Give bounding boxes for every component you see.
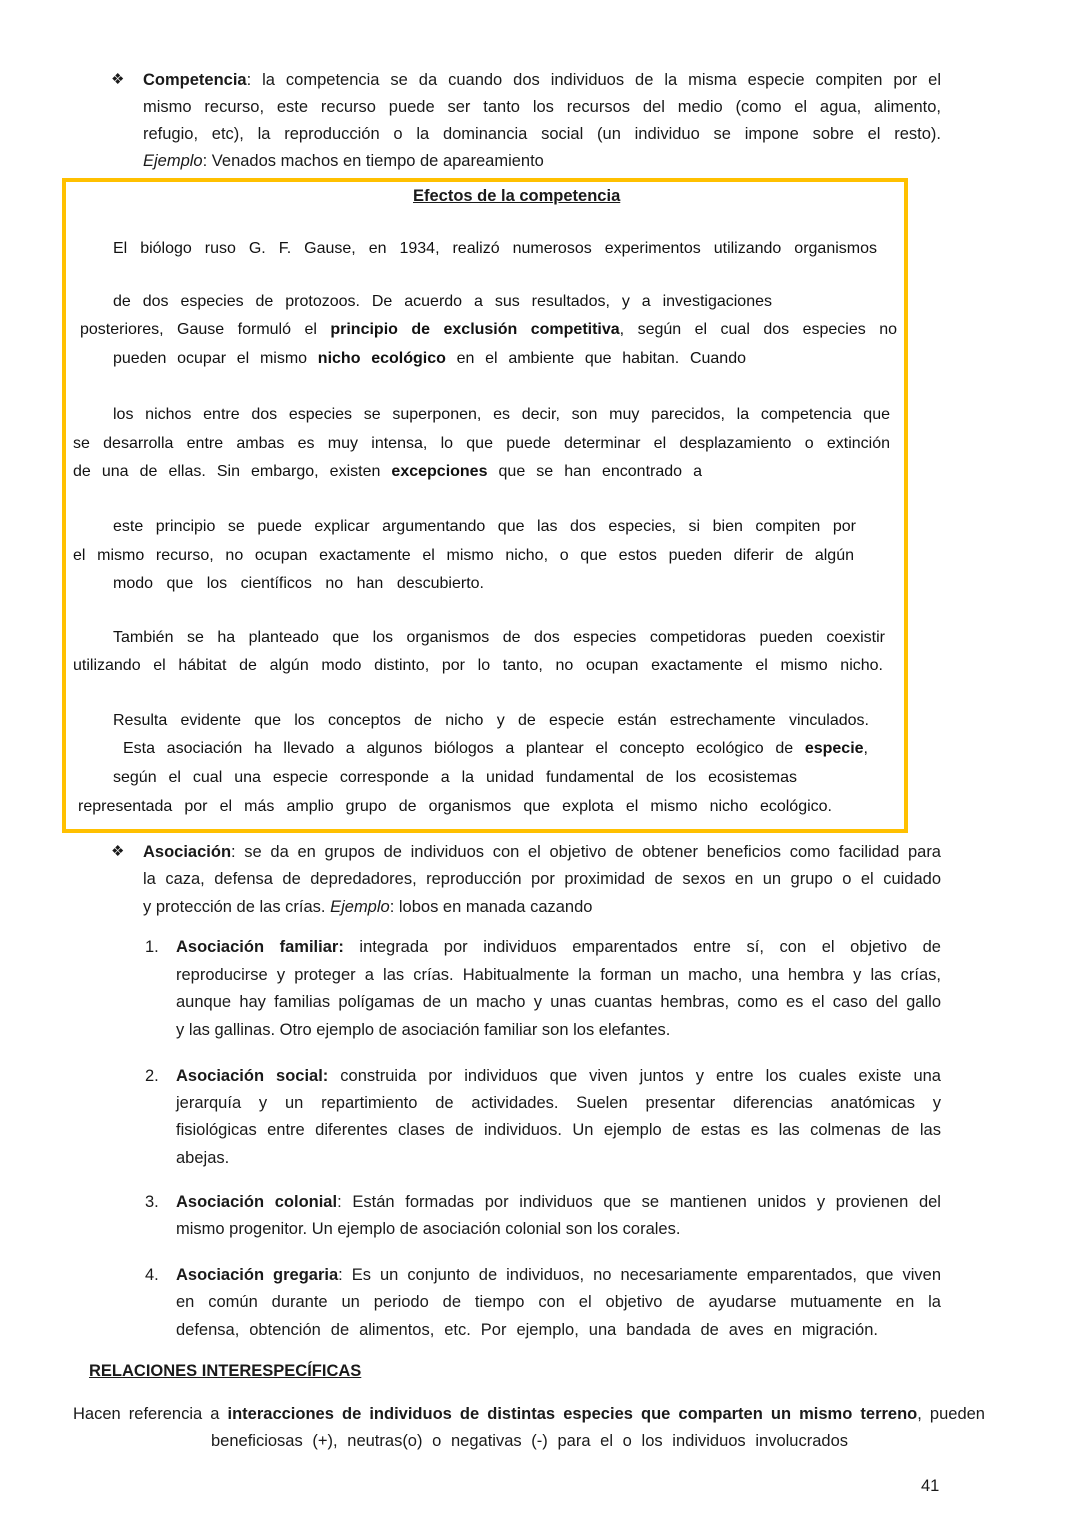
box-line: utilizando el hábitat de algún modo distinto, por lo tanto, no ocupan exactamente el mismo nicho. [73,657,883,674]
list-item-line [176,1191,941,1213]
term: Asociación colonial [176,1193,338,1211]
asociacion-line [143,841,941,863]
competencia-example [143,150,544,172]
diamond-bullet-icon: ❖ [111,71,125,88]
text: , [863,740,868,757]
list-item-line: aunque hay familias polígamas de un macho y unas cuantas hembras, como es el caso del gallo [176,993,941,1011]
term: Asociación familiar: [176,938,344,956]
box-line: los nichos entre dos especies se superponen, es decir, son muy parecidos, la competencia que [113,406,890,423]
list-item-line: reproducirse y proteger a las crías. Habitualmente la forman un macho, una hembra y las crías, [176,966,941,984]
bold-term: principio de exclusión competitiva [330,321,620,338]
term: Asociación [143,843,232,861]
text: pueden ocupar el mismo [113,350,318,367]
box-line: según el cual una especie corresponde a la unidad fundamental de los ecosistemas [113,769,797,786]
text: : Es un conjunto de individuos, no necesariamente emparentados, que viven [338,1266,941,1284]
box-line: modo que los científicos no han descubierto. [113,575,484,592]
paragraph-line [73,1403,985,1425]
box-line [113,348,746,370]
box-line [73,461,702,483]
box-line: También se ha planteado que los organismos de dos especies competidoras pueden coexistir [113,629,885,646]
bold-term: interacciones de individuos de distintas especies que comparten un mismo terreno [227,1405,918,1423]
list-item-line [176,1065,941,1087]
text: : Están formadas por individuos que se mantienen unidos y provienen del [337,1193,941,1211]
competencia-line [143,69,941,91]
text: que se han encontrado a [487,463,702,480]
competencia-line: mismo recurso, este recurso puede ser tanto los recursos del medio (como el agua, alimento, [143,98,941,116]
text: integrada por individuos emparentados entre sí, con el objetivo de [343,938,941,956]
list-item-line: abejas. [176,1149,230,1167]
box-line: El biólogo ruso G. F. Gause, en 1934, realizó numerosos experimentos utilizando organismos [113,240,877,257]
list-item-line: jerarquía y un repartimiento de actividades. Suelen presentar diferencias anatómicas y [176,1094,941,1112]
page-number: 41 [921,1477,940,1495]
text: y protección de las crías. [143,898,331,916]
text: : se da en grupos de individuos con el objetivo de obtener beneficios como facilidad para [231,843,941,861]
section-heading: RELACIONES INTERESPECÍFICAS [89,1362,362,1380]
list-item-line: en común durante un periodo de tiempo con el objetivo de ayudarse mutuamente en la [176,1293,941,1311]
term: Asociación social: [176,1067,329,1085]
box-title: Efectos de la competencia [413,187,621,205]
asociacion-line: la caza, defensa de depredadores, reproducción por proximidad de sexos en un grupo o el cuidado [143,870,941,888]
list-number: 1. [145,938,159,956]
box-line: Resulta evidente que los conceptos de nicho y de especie están estrechamente vinculados. [113,712,869,729]
list-item-line: y las gallinas. Otro ejemplo de asociación familiar son los elefantes. [176,1021,671,1039]
list-number: 4. [145,1266,159,1284]
box-line: este principio se puede explicar argumentando que las dos especies, si bien compiten por [113,518,856,535]
asociacion-line [143,896,592,918]
text: Esta asociación ha llevado a algunos biólogos a plantear el concepto ecológico de [123,740,805,757]
text: : lobos en manada cazando [389,898,593,916]
list-item-line: mismo progenitor. Un ejemplo de asociación colonial son los corales. [176,1220,681,1238]
text: : la competencia se da cuando dos individuos de la misma especie compiten por el [246,71,941,89]
example-label: Ejemplo [143,152,203,170]
text: posteriores, Gause formuló el [80,321,331,338]
text: en el ambiente que habitan. Cuando [445,350,747,367]
text: de una de ellas. Sin embargo, existen [73,463,392,480]
term: Competencia [143,71,247,89]
list-item-line: fisiológicas entre diferentes clases de individuos. Un ejemplo de estas es las colmenas de las [176,1121,941,1139]
list-item-line: defensa, obtención de alimentos, etc. Por ejemplo, una bandada de aves en migración. [176,1321,878,1339]
text: construida por individuos que viven juntos y entre los cuales existe una [328,1067,941,1085]
bold-term: especie [804,740,864,757]
list-item-line [176,1264,941,1286]
box-line [123,738,868,760]
example-label: Ejemplo [330,898,390,916]
list-item-line [176,936,941,958]
term: Asociación gregaria [176,1266,339,1284]
box-line: el mismo recurso, no ocupan exactamente el mismo nicho, o que estos pueden diferir de algún [73,547,854,564]
effects-box [62,178,908,833]
text: : Venados machos en tiempo de apareamiento [202,152,544,170]
paragraph-line: beneficiosas (+), neutras(o) o negativas (-) para el o los individuos involucrados [211,1432,848,1450]
bold-term: excepciones [391,463,488,480]
text: , pueden [917,1405,985,1423]
list-number: 2. [145,1067,159,1085]
bold-term: nicho ecológico [317,350,446,367]
box-line: representada por el más amplio grupo de organismos que explota el mismo nicho ecológico. [78,798,832,815]
competencia-line: refugio, etc), la reproducción o la dominancia social (un individuo se impone sobre el resto). [143,125,941,143]
box-line: de dos especies de protozoos. De acuerdo a sus resultados, y a investigaciones [113,293,772,310]
diamond-bullet-icon: ❖ [111,843,125,860]
text: , según el cual dos especies no [619,321,897,338]
list-number: 3. [145,1193,159,1211]
box-line: se desarrolla entre ambas es muy intensa, lo que puede determinar el desplazamiento o extinción [73,435,890,452]
text: Hacen referencia a [73,1405,228,1423]
box-line [80,319,897,341]
